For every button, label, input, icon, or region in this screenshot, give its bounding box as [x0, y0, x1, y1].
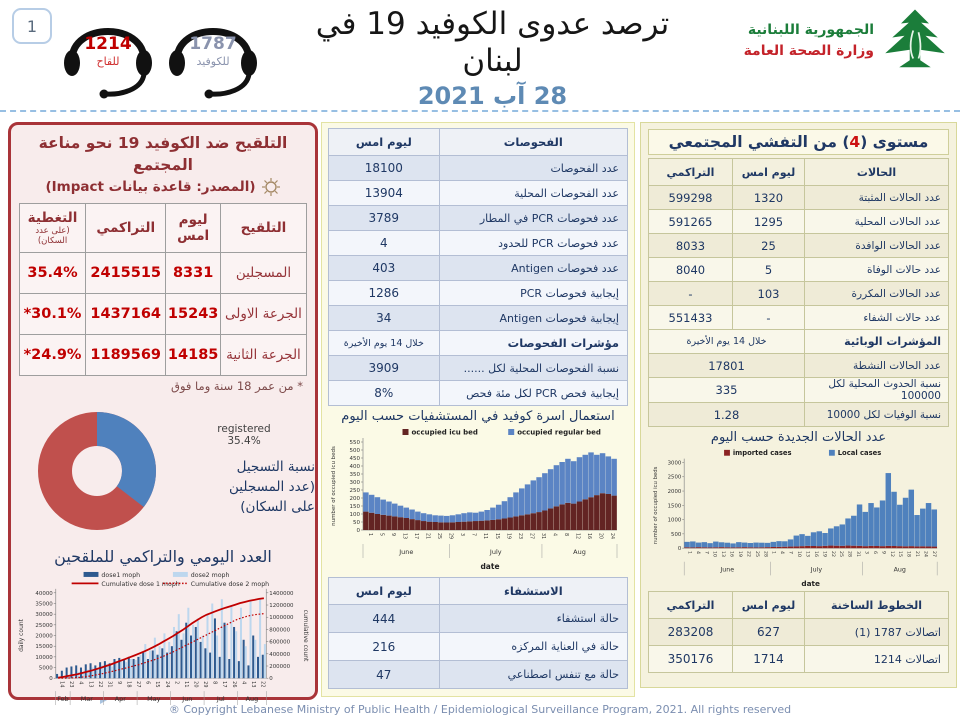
hotline-covid: [163, 8, 263, 102]
table-row: [649, 306, 949, 330]
svg-text:17: 17: [221, 681, 228, 688]
row-value: 4: [329, 231, 440, 256]
svg-text:Aug: Aug: [573, 548, 586, 556]
vaccination-source: [11, 177, 315, 197]
svg-text:400: 400: [349, 464, 360, 470]
page-title: ترصد عدوى الكوفيد 19 في لبنان: [315, 6, 670, 80]
indicators-section-row: [649, 330, 949, 354]
svg-text:20: 20: [597, 533, 603, 540]
svg-text:30000: 30000: [35, 612, 53, 619]
ministry-logo: [744, 5, 950, 77]
copyright-text: ® Copyright Lebanese Ministry of Public Health / Epidemiological Surveillance Program, 2021. All rights reserved: [168, 703, 792, 716]
page-title-block: [295, 6, 690, 110]
svg-text:15000: 15000: [35, 644, 53, 651]
svg-text:31: 31: [854, 551, 860, 557]
row-label: الجرعة الاولى: [220, 293, 306, 334]
hospitalization-header-value: ليوم امس: [329, 578, 440, 605]
row-label: عدد الحالات المكررة: [805, 282, 949, 306]
row-value: 335: [649, 378, 805, 403]
svg-text:date: date: [800, 579, 820, 589]
svg-text:1200000: 1200000: [269, 602, 294, 609]
tests-panel: [321, 122, 635, 697]
svg-text:13: 13: [803, 551, 809, 557]
row-value: 444: [329, 605, 440, 633]
svg-text:Mar: Mar: [80, 694, 93, 703]
cumulative-value: 1189569: [86, 334, 166, 375]
svg-text:25: 25: [753, 551, 759, 557]
row-label: عدد الحالات الوافدة: [805, 234, 949, 258]
svg-text:8: 8: [211, 681, 218, 685]
row-value: 17801: [649, 354, 805, 378]
svg-text:13: 13: [719, 551, 725, 557]
svg-text:1: 1: [366, 533, 372, 537]
table-row: [649, 619, 949, 646]
svg-text:25: 25: [436, 533, 442, 540]
svg-text:20: 20: [192, 681, 199, 688]
vaccination-footnote: * من عمر 18 سنة وما فوق: [171, 378, 303, 393]
svg-text:11: 11: [182, 681, 189, 688]
table-row: [20, 293, 307, 334]
svg-text:Cumulative dose 1 moph: Cumulative dose 1 moph: [101, 580, 180, 588]
svg-text:29: 29: [447, 533, 453, 540]
svg-text:23: 23: [68, 681, 75, 688]
hospitalization-table-header: [329, 578, 628, 605]
registration-donut-block: [11, 395, 315, 545]
row-label: عدد الفحوصات: [439, 156, 627, 181]
registration-donut-chart: [23, 395, 173, 545]
svg-text:10000: 10000: [35, 654, 53, 661]
svg-text:1000000: 1000000: [269, 615, 294, 622]
svg-text:600000: 600000: [269, 639, 291, 646]
table-row: [649, 186, 949, 210]
svg-text:250: 250: [349, 488, 360, 494]
svg-text:1: 1: [685, 551, 691, 555]
svg-text:18: 18: [905, 551, 911, 557]
svg-text:300: 300: [349, 480, 360, 486]
row-label: عدد الحالات المثبتة: [805, 186, 949, 210]
svg-text:35000: 35000: [35, 601, 53, 608]
svg-text:1500: 1500: [667, 503, 681, 510]
row-value: 8%: [329, 381, 440, 406]
row-label: إيجابية فحوصات PCR: [439, 281, 627, 306]
svg-text:24: 24: [163, 681, 170, 688]
cumulative-value: 283208: [649, 619, 733, 646]
svg-text:June: June: [399, 548, 414, 556]
svg-text:July: July: [489, 548, 502, 556]
cases-table-header: [649, 159, 949, 186]
svg-text:23: 23: [516, 533, 522, 540]
svg-text:50: 50: [353, 520, 360, 526]
svg-text:number of occupied icu beds: number of occupied icu beds: [652, 466, 659, 545]
svg-text:Local cases: Local cases: [837, 449, 881, 458]
table-row: [649, 646, 949, 673]
beds-chart-title: استعمال اسرة كوفيد في المستشفيات حسب اليوم: [341, 409, 615, 424]
svg-text:cumulative count: cumulative count: [302, 609, 309, 662]
col-coverage-label: التغطية: [27, 209, 78, 226]
vaccination-title: التلقيح ضد الكوفيد 19 نحو مناعة المجتمع: [38, 134, 288, 175]
svg-text:occupied regular bed: occupied regular bed: [517, 428, 601, 437]
svg-text:4: 4: [694, 551, 700, 555]
section-value: خلال 14 يوم الأخيرة: [329, 331, 440, 356]
row-label: عدد الفحوصات المحلية: [439, 181, 627, 206]
hotline-covid-label: للكوفيد: [196, 55, 230, 68]
svg-text:5000: 5000: [38, 665, 53, 672]
svg-text:500: 500: [349, 448, 360, 454]
svg-text:19: 19: [736, 551, 742, 557]
section-value: خلال 14 يوم الأخيرة: [649, 330, 805, 354]
svg-text:40000: 40000: [35, 590, 53, 597]
svg-text:16: 16: [586, 533, 592, 540]
svg-text:2500: 2500: [667, 474, 681, 481]
tests-table-header: [329, 129, 628, 156]
vaccination-source-text: (المصدر: قاعدة بيانات Impact): [45, 178, 256, 195]
svg-text:Aug: Aug: [245, 694, 259, 703]
yesterday-value: 627: [733, 619, 805, 646]
svg-text:7: 7: [470, 533, 476, 537]
table-row: [329, 181, 628, 206]
svg-text:4: 4: [77, 681, 84, 685]
svg-text:22: 22: [96, 681, 103, 688]
table-row: [329, 356, 628, 381]
svg-text:13: 13: [401, 533, 407, 540]
covid-beds-chart: [327, 424, 629, 572]
svg-text:24: 24: [922, 551, 928, 557]
row-value: 3909: [329, 356, 440, 381]
svg-text:1400000: 1400000: [269, 590, 294, 597]
row-value: 34: [329, 306, 440, 331]
cases-table: [648, 158, 949, 427]
svg-text:0: 0: [269, 676, 273, 683]
cumulative-value: 8033: [649, 234, 733, 258]
svg-text:Apr: Apr: [114, 694, 126, 703]
svg-text:20000: 20000: [35, 633, 53, 640]
svg-text:3000: 3000: [667, 460, 681, 467]
svg-text:dose2 moph: dose2 moph: [190, 571, 230, 579]
level-prefix: مستوى (: [860, 133, 929, 151]
row-label: عدد حالات الوفاة: [805, 258, 949, 282]
hospitalization-header-label: الاستشفاء: [439, 578, 627, 605]
yesterday-value: 1295: [733, 210, 805, 234]
row-label: نسبة الحدوث المحلية لكل 100000: [805, 378, 949, 403]
svg-text:15: 15: [896, 551, 902, 557]
svg-text:number of occupied icu beds: number of occupied icu beds: [331, 446, 337, 526]
dashed-separator: [0, 110, 960, 112]
row-label: الجرعة الثانية: [220, 334, 306, 375]
svg-text:9: 9: [115, 681, 122, 685]
vaccination-table: [19, 203, 307, 376]
table-row: [649, 282, 949, 306]
row-label: اتصالات 1787 (1): [805, 619, 949, 646]
hotlines-table-header: [649, 592, 949, 619]
svg-text:200000: 200000: [269, 663, 291, 670]
svg-text:200: 200: [349, 496, 360, 502]
cumulative-value: 2415515: [86, 252, 166, 293]
svg-text:800000: 800000: [269, 627, 291, 634]
row-value: 47: [329, 661, 440, 689]
svg-text:2000: 2000: [667, 489, 681, 495]
virus-icon: [261, 177, 281, 197]
cedar-tree-icon: [880, 5, 950, 77]
yesterday-value: 15243: [166, 293, 221, 334]
row-label: عدد الحالات النشطة: [805, 354, 949, 378]
table-row: [329, 256, 628, 281]
row-value: 3789: [329, 206, 440, 231]
cumulative-value: 1437164: [86, 293, 166, 334]
table-row: [649, 403, 949, 427]
svg-text:9: 9: [879, 551, 885, 555]
svg-text:date: date: [480, 562, 500, 571]
svg-text:0: 0: [356, 528, 360, 534]
cumulative-value: 599298: [649, 186, 733, 210]
svg-text:Jul: Jul: [216, 694, 225, 703]
yesterday-value: 1714: [733, 646, 805, 673]
svg-text:500: 500: [670, 531, 681, 538]
svg-text:0: 0: [677, 546, 681, 553]
table-row: [329, 633, 628, 661]
row-label: إيجابية فحوصات Antigen: [439, 306, 627, 331]
hotline-vaccine-number: 1214: [84, 34, 132, 54]
daily-cumulative-vaccinated-chart: [14, 567, 312, 708]
row-label: حالة مع تنفس اصطناعي: [439, 661, 627, 689]
table-row: [329, 281, 628, 306]
svg-text:6: 6: [871, 551, 877, 555]
svg-text:27: 27: [528, 533, 534, 540]
svg-text:0: 0: [49, 676, 53, 683]
svg-text:19: 19: [820, 551, 826, 557]
tests-header-label: الفحوصات: [439, 129, 627, 156]
hotline-covid-number: 1787: [189, 34, 237, 54]
new-cases-chart-title: عدد الحالات الجديدة حسب اليوم: [710, 430, 887, 445]
svg-text:2: 2: [173, 681, 180, 685]
table-row: [649, 234, 949, 258]
table-row: [649, 354, 949, 378]
yesterday-value: 8331: [166, 252, 221, 293]
svg-text:22: 22: [744, 551, 750, 557]
svg-text:9: 9: [389, 533, 395, 537]
ministry-name: الجمهورية اللبنانية: [747, 22, 874, 38]
svg-text:daily count: daily count: [17, 619, 25, 652]
svg-text:400000: 400000: [269, 651, 291, 658]
svg-text:150: 150: [349, 504, 360, 510]
col-coverage-note: (على عدد السكان): [35, 225, 70, 246]
svg-text:Jun: Jun: [182, 694, 193, 703]
svg-text:31: 31: [106, 681, 113, 688]
svg-text:15: 15: [154, 681, 161, 688]
row-label: عدد فحوصات PCR في المطار: [439, 206, 627, 231]
row-label: عدد فحوصات Antigen: [439, 256, 627, 281]
svg-text:4: 4: [551, 533, 557, 537]
svg-text:22: 22: [259, 681, 266, 688]
svg-text:28: 28: [761, 551, 767, 557]
svg-text:15: 15: [493, 533, 499, 540]
svg-text:26: 26: [230, 681, 237, 688]
level-suffix: ) من التفشي المجتمعي: [668, 133, 850, 151]
table-row: [329, 156, 628, 181]
report-date: 28 آب 2021: [417, 82, 568, 111]
daily-vaccinated-chart-title: العدد اليومي والتراكمي للملقحين: [54, 546, 272, 566]
cases-col-cumulative: التراكمي: [649, 159, 733, 186]
yesterday-value: 103: [733, 282, 805, 306]
table-row: [329, 381, 628, 406]
hotlines-table: [648, 591, 949, 673]
svg-text:10: 10: [711, 551, 717, 557]
level-value: 4: [849, 133, 861, 151]
section-label: المؤشرات الوبائية: [805, 330, 949, 354]
yesterday-value: -: [733, 306, 805, 330]
row-label: حالة استشفاء: [439, 605, 627, 633]
svg-text:14: 14: [58, 681, 65, 688]
coverage-value: *24.9%: [20, 334, 86, 375]
svg-text:16: 16: [812, 551, 818, 557]
tests-header-value: ليوم امس: [329, 129, 440, 156]
svg-text:dose1 moph: dose1 moph: [101, 571, 141, 579]
svg-text:25000: 25000: [35, 622, 53, 629]
yesterday-value: 25: [733, 234, 805, 258]
cumulative-value: 551433: [649, 306, 733, 330]
table-row: [329, 661, 628, 689]
svg-text:10: 10: [795, 551, 801, 557]
svg-text:27: 27: [930, 551, 936, 557]
yesterday-value: 14185: [166, 334, 221, 375]
svg-text:5: 5: [378, 533, 384, 537]
cumulative-value: 8040: [649, 258, 733, 282]
svg-text:Cumulative dose 2 moph: Cumulative dose 2 moph: [190, 580, 270, 588]
donut-annotation: registered 35.4%: [217, 422, 271, 447]
svg-text:4: 4: [778, 551, 784, 555]
svg-text:3: 3: [862, 551, 868, 555]
svg-text:1: 1: [770, 551, 776, 555]
svg-text:imported cases: imported cases: [732, 449, 792, 458]
svg-text:June: June: [719, 566, 734, 574]
svg-text:May: May: [147, 694, 161, 703]
vaccination-table-header: [20, 203, 307, 252]
new-cases-chart: [649, 445, 949, 589]
svg-text:27: 27: [135, 681, 142, 688]
svg-text:21: 21: [913, 551, 919, 557]
svg-text:7: 7: [702, 551, 708, 555]
table-row: [329, 231, 628, 256]
table-row: [329, 206, 628, 231]
table-row: [329, 605, 628, 633]
svg-text:550: 550: [349, 440, 360, 446]
svg-text:29: 29: [202, 681, 209, 688]
svg-text:16: 16: [728, 551, 734, 557]
row-value: 216: [329, 633, 440, 661]
table-row: [20, 252, 307, 293]
svg-text:18: 18: [125, 681, 132, 688]
hotline-vaccine: [58, 8, 158, 102]
cumulative-value: 591265: [649, 210, 733, 234]
community-panel: [640, 122, 957, 688]
row-label: عدد فحوصات PCR للحدود: [439, 231, 627, 256]
svg-text:July: July: [810, 566, 822, 574]
row-value: 403: [329, 256, 440, 281]
row-label: حالة في العناية المركزه: [439, 633, 627, 661]
svg-text:7: 7: [787, 551, 793, 555]
svg-text:Aug: Aug: [893, 566, 906, 574]
row-label: المسجلين: [220, 252, 306, 293]
row-label: اتصالات 1214: [805, 646, 949, 673]
row-value: 1.28: [649, 403, 805, 427]
svg-text:100: 100: [349, 512, 360, 518]
row-label: عدد حالات الشفاء: [805, 306, 949, 330]
col-yesterday: ليوم امس: [166, 203, 221, 252]
col-cumulative: التراكمي: [86, 203, 166, 252]
yesterday-value: 5: [733, 258, 805, 282]
svg-text:350: 350: [349, 472, 360, 478]
tests-section-row: [329, 331, 628, 356]
svg-text:13: 13: [249, 681, 256, 688]
svg-text:450: 450: [349, 456, 360, 462]
cumulative-value: 350176: [649, 646, 733, 673]
svg-text:8: 8: [563, 533, 569, 537]
vaccination-panel: [8, 122, 318, 703]
coverage-value: *30.1%: [20, 293, 86, 334]
yesterday-value: 1320: [733, 186, 805, 210]
cases-col-yesterday: ليوم امس: [733, 159, 805, 186]
section-label: مؤشرات الفحوصات: [439, 331, 627, 356]
hotlines-col-cumulative: التراكمي: [649, 592, 733, 619]
svg-text:31: 31: [539, 533, 545, 540]
cases-col-label: الحالات: [805, 159, 949, 186]
svg-text:3: 3: [459, 533, 465, 537]
ministry-dept: وزارة الصحة العامة: [743, 43, 874, 59]
cumulative-value: -: [649, 282, 733, 306]
row-label: عدد الحالات المحلية: [805, 210, 949, 234]
svg-text:19: 19: [505, 533, 511, 540]
table-row: [329, 306, 628, 331]
row-value: 18100: [329, 156, 440, 181]
svg-text:22: 22: [829, 551, 835, 557]
hotlines-col-yesterday: ليوم امس: [733, 592, 805, 619]
tests-table: [328, 128, 628, 406]
svg-text:28: 28: [846, 551, 852, 557]
table-row: [649, 378, 949, 403]
table-row: [649, 258, 949, 282]
svg-text:Feb: Feb: [57, 694, 69, 703]
svg-text:1000: 1000: [667, 517, 681, 524]
page-number: 1: [12, 8, 52, 44]
community-level-title: [648, 129, 949, 155]
row-label: إيجابية فحص PCR لكل مئة فحص: [439, 381, 627, 406]
donut-caption: نسبة التسجيل (عدد المسجلين على السكان): [229, 458, 315, 516]
col-vaccination: التلقيح: [220, 203, 306, 252]
svg-text:occupied icu bed: occupied icu bed: [411, 428, 478, 437]
svg-text:13: 13: [87, 681, 94, 688]
svg-text:25: 25: [837, 551, 843, 557]
svg-text:24: 24: [609, 533, 615, 540]
svg-text:17: 17: [412, 533, 418, 540]
coverage-value: 35.4%: [20, 252, 86, 293]
svg-text:4: 4: [240, 681, 247, 685]
row-value: 1286: [329, 281, 440, 306]
row-label: نسبة الوفيات لكل 10000: [805, 403, 949, 427]
table-row: [649, 210, 949, 234]
row-value: 13904: [329, 181, 440, 206]
svg-text:12: 12: [888, 551, 894, 557]
hotline-vaccine-label: للقاح: [96, 55, 120, 68]
hospitalization-table: [328, 577, 628, 689]
table-row: [20, 334, 307, 375]
svg-text:11: 11: [482, 533, 488, 540]
col-coverage: [20, 203, 86, 252]
row-label: نسبة الفحوصات المحلية لكل ......: [439, 356, 627, 381]
svg-text:21: 21: [424, 533, 430, 540]
svg-text:12: 12: [574, 533, 580, 540]
hotlines-col-label: الخطوط الساخنة: [805, 592, 949, 619]
svg-text:6: 6: [144, 681, 151, 685]
